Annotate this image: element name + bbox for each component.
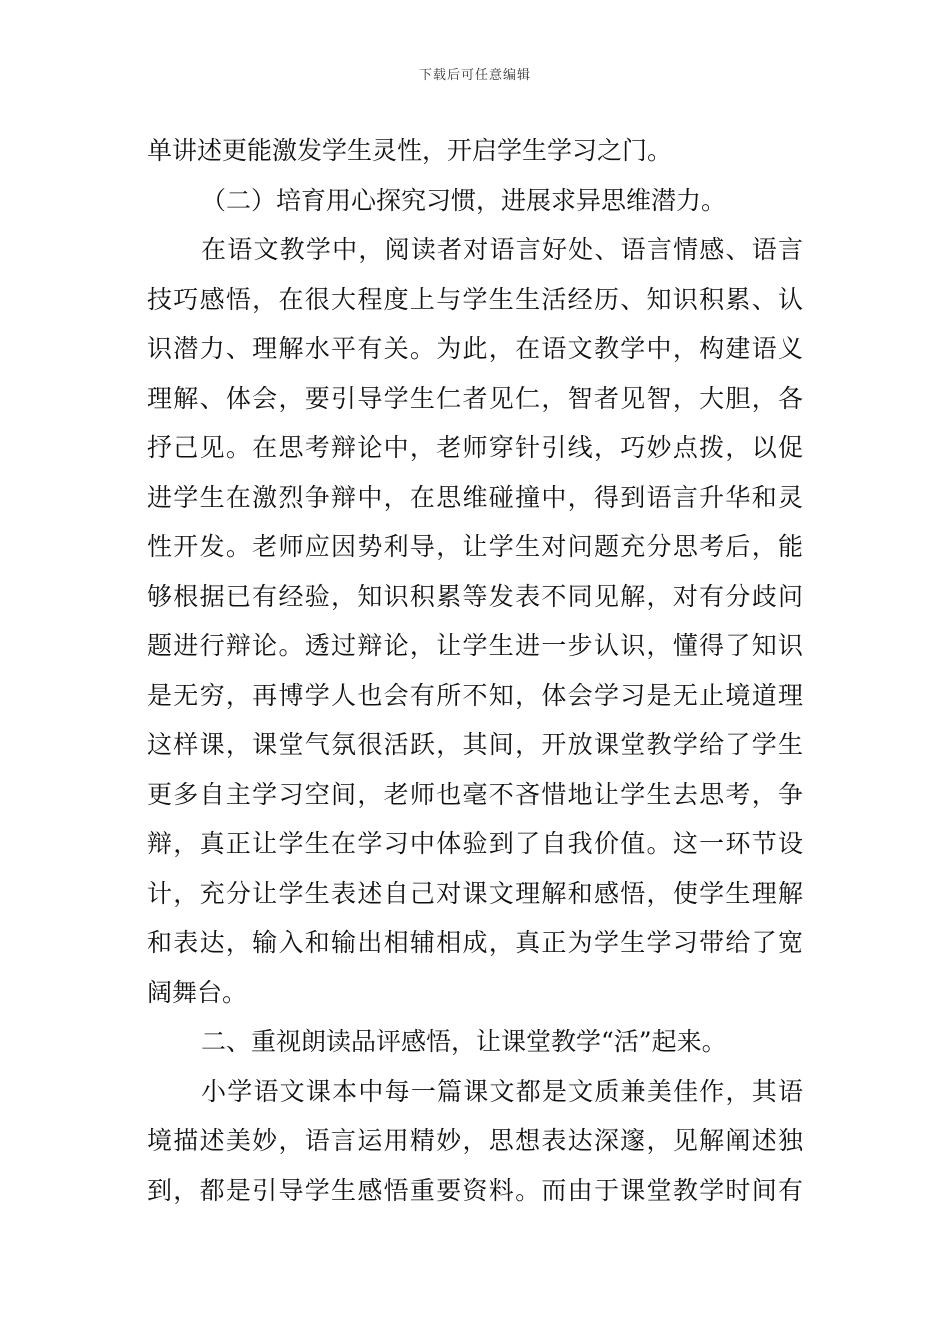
text-line: 抒己见。在思考辩论中，老师穿针引线，巧妙点拨，以促 <box>147 433 803 462</box>
text-line: 计，充分让学生表述自己对课文理解和感悟，使学生理解 <box>147 878 803 908</box>
text-line: 技巧感悟，在很大程度上与学生生活经历、知识积累、认 <box>147 284 803 314</box>
text-line: 小学语文课本中每一篇课文都是文质兼美佳作，其语 <box>201 1076 803 1106</box>
text-line: 理解、体会，要引导学生仁者见仁，智者见智，大胆，各 <box>147 383 803 413</box>
text-line: 进学生在激烈争辩中，在思维碰撞中，得到语言升华和灵 <box>147 482 803 512</box>
text-line: 境描述美妙，语言运用精妙，思想表达深邃，见解阐述独 <box>147 1126 803 1155</box>
text-line: 识潜力、理解水平有关。为此，在语文教学中，构建语义 <box>147 334 803 363</box>
text-line: 在语文教学中，阅读者对语言好处、语言情感、语言 <box>201 235 803 264</box>
text-line: 单讲述更能激发学生灵性，开启学生学习之门。 <box>147 136 673 165</box>
text-line: 和表达，输入和输出相辅相成，真正为学生学习带给了宽 <box>147 928 803 957</box>
text-line: 性开发。老师应因势利导，让学生对问题充分思考后，能 <box>147 532 803 561</box>
section-heading: 二、重视朗读品评感悟，让课堂教学“活”起来。 <box>201 1027 727 1056</box>
text-line: 题进行辩论。透过辩论，让学生进一步认识，懂得了知识 <box>147 631 803 660</box>
section-heading: （二）培育用心探究习惯，进展求异思维潜力。 <box>201 185 727 215</box>
text-line: 到，都是引导学生感悟重要资料。而由于课堂教学时间有 <box>147 1175 803 1205</box>
text-line: 够根据已有经验，知识积累等发表不同见解，对有分歧问 <box>147 581 803 611</box>
text-line: 是无穷，再博学人也会有所不知，体会学习是无止境道理 <box>147 680 803 710</box>
text-line: 辩，真正让学生在学习中体验到了自我价值。这一环节设 <box>147 829 803 858</box>
text-line: 阔舞台。 <box>147 977 248 1007</box>
page-header: 下载后可任意编辑 <box>418 68 531 83</box>
document-body <box>147 126 803 1215</box>
text-line: 更多自主学习空间，老师也毫不吝惜地让学生去思考，争 <box>147 779 803 809</box>
text-line: 这样课，课堂气氛很活跃，其间，开放课堂教学给了学生 <box>147 730 803 759</box>
